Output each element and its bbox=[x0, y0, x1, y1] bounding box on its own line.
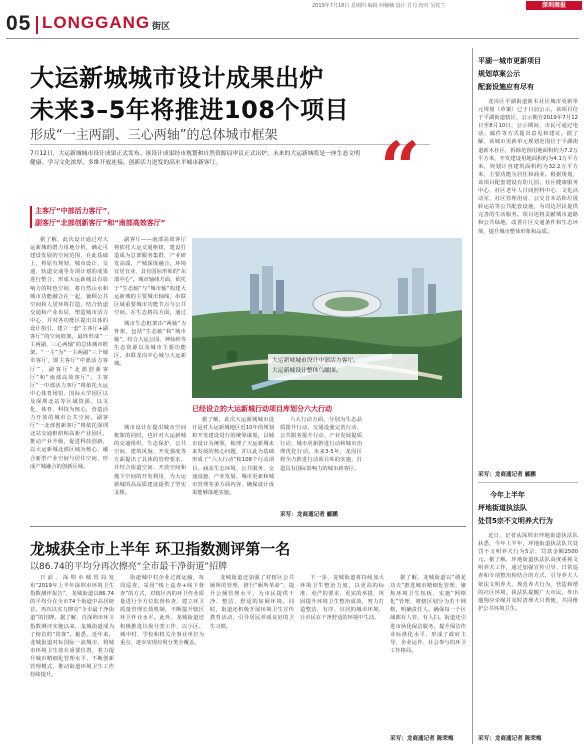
story1-column-2 bbox=[114, 236, 186, 316]
story1-subhead-3: 已经设立的大运新城行动项目库划分六大行动 bbox=[192, 405, 332, 413]
image-caption-2: 大运新城设计整体鸟瞰图。 bbox=[272, 368, 342, 374]
story2-col4-text: 下一步，龙城街道将持续加大环境卫生整治力度，以更高的标准、更严的要求、更实的举措，巩固提升环境卫生整治成效，努力打造整洁、有序、宜居的城市环境，让市民在干净舒适的环境中生活。 bbox=[300, 575, 384, 622]
subhead-accent bbox=[30, 206, 32, 228]
story1-lede: 7月12日，大运新城城市设计成果正式发布。该设计成果经市规划和自然资源局审议正式出炉，未来的大运新城将是一座生态文明健康、学习文化浓厚、多维开放连接、创新活力迸发的高水平城市新客厅。 bbox=[30, 151, 360, 166]
story1-col5-text: 据了解，此次大运新城城市设计是对大运新城地区近10年的规划和开发建设进行的统筹谋划，以城市设计为统领，梳理了大运新城未来发展的核心问题，并以此为基础形成了“六大行动”和108个行动项目，涵盖生态环境、公共服务、交通设施、产业发展、城市更新和城市管理等多方面内容，确保设计成果能够落地实施。 bbox=[192, 417, 274, 496]
sidebar-title-2: 规划草案公示 bbox=[478, 70, 520, 78]
sidebar-title-1: 平湖一城市更新项目 bbox=[478, 57, 541, 65]
sidebar-divider bbox=[472, 48, 473, 744]
story2-col3-text: 龙城街道还加强了对辖区公共厕所的管理，推行“厕所革命”，提升公厕管理水平，为市民提供干净、整洁、舒适的如厕环境。同时，街道还积极开展环境卫生宣传教育活动，引导居民养成良好的卫生习惯。 bbox=[210, 575, 294, 630]
masthead bbox=[0, 0, 584, 44]
story2-column-2 bbox=[120, 574, 204, 742]
story2-col5-text: 据了解，龙城街道以“绣花功夫”推进城市精细化管理，聚焦环境卫生短板，实施“网格化”管理，将辖区划分为若干网格，明确责任人，确保每一个区域都有人管、有人扫。街道还引进市场化保洁服务，提升保洁作业标准化水平，形成了政府主导、企业运作、社会参与的环卫工作格局。 bbox=[390, 575, 466, 654]
story1-col2-text: 副客厅——南部高效客厅将依托大运交通枢纽，建设打造成为总部服务集群，产业研发高端，产城深度融合，环境宜居宜业，具有国际形象的“东部中心”。城市轴线方面，依托于“生态轴”与“城市轴”构建大运新城的主要城市轴线，串联区域重要城市功能节点与公共空间。在生态格局方面，通过 bbox=[114, 237, 186, 316]
page-number-divider bbox=[36, 16, 38, 34]
story1-col4-text: 城市设计在提出城市空间框架的同时，也针对大运新城的交通组织、生态保护、公共空间、建筑风貌、开发强度等方面提出了具体的管控要求，并结合街道空间、开放空间和地下空间的开发利用，为大运新城的高品质建设提供了坚实支撑。 bbox=[114, 425, 186, 496]
story1-column-4 bbox=[114, 424, 186, 516]
story1-column-6 bbox=[280, 416, 362, 510]
section-divider bbox=[30, 526, 466, 527]
story1-byline: 采写：龙商通记者 郦鹏 bbox=[280, 512, 338, 518]
story1-headline-1: 大运新城城市设计成果出炉 bbox=[30, 64, 324, 92]
story2-column-3 bbox=[210, 574, 294, 742]
story1-col1-text: 据了解，此次设计通过对大运新城的潜力用地分析，确定可建设发展的空间范围，在此基础上，将原有规划、城市设计、交通、轨道交通等专项计划的成果进行整合，形成大运新城具有影响力的特色空间，将自然山水和城市功能融合在一起，兼顾公共空间和人居环境打造，结合轨道交通和产业布局，塑造城市活力中心，并对各功能区提出具体的设计指引，建立一套“主客厅+副客厅”的空间框架，最终形成“一主两副、三心两轴”的总体城市框架。“一主”为“一主两副”三个城市客厅，即主客厅“中部活力客厅”，副客厅“北部创新客厅”和“南部高效客厅”。主客厅“一中部活力客厅”将依托大运中心体育场馆、国际大学园区以及深圳北站等区域资源，以文化、体育、科技为核心，营造活力开放的城市公共空间。副客厅“一北部创新客厅”将依托深圳北站交通枢纽和高新产业园区，推动产业升级，促进科技创新，以大运新城北部区域为核心，融合新型产业空间与居住空间，形成产城融合的创新区域。 bbox=[30, 237, 108, 470]
quote-mark-icon: “ bbox=[380, 126, 421, 209]
story1-subhead-1: 主客厅“中部活力客厅”， bbox=[35, 207, 115, 215]
sidebar-column bbox=[478, 98, 578, 468]
story2-subtitle: 以86.74的平均分再次擦亮“全市最干净街道”招牌 bbox=[30, 562, 228, 572]
section-title: LONGGANG bbox=[42, 13, 151, 32]
story1-column-1 bbox=[30, 236, 108, 516]
sidebar-rule bbox=[478, 482, 578, 483]
sidebar-title-3: 配套设施应有尽有 bbox=[478, 83, 534, 91]
district-label: 街区 bbox=[152, 22, 171, 32]
subtitle-rule bbox=[30, 144, 430, 145]
sidebar-column-2 bbox=[478, 532, 578, 732]
sidebar-col-text: 龙岗区平湖街道新木社区城市更新单元规划（草案）已于日前公示。该项目位于平湖街道辖区，公示期自2019年7月12日至8月10日，公示期间，市民可通过电话、邮件等方式提出意见和建议。据了解，该城市更新单元规划范围位于平湖街道新木社区，拆除范围用地面积约为7.2万平方米，开发建设用地面积约为4.1万平方米，规划计容建筑面积约为32.2万平方米，主要功能为居住和商业。根据规划，该项目配套建设有幼儿园、社区健康服务中心、社区老年人日间照料中心、文化活动室、社区管理用房、公交首末站和垃圾转运站等公共配套设施，为周边居民提供完善的生活服务。项目还将贡献城市道路和公共绿地，改善片区交通条件和生态环境，提升城市整体形象和品质。 bbox=[478, 99, 578, 235]
image-caption-1: 大运新城城市设计中部活力客厅。 bbox=[272, 358, 359, 364]
sidebar-byline: 采写：龙商通记者 郦鹏 bbox=[478, 472, 536, 478]
image-caption-box bbox=[268, 354, 418, 380]
masthead-rule bbox=[6, 38, 579, 39]
paper-logo: 深圳商报 bbox=[526, 1, 582, 10]
story1-col3-text: 城市生态框架由“两轴”为骨架，包括“生态轴”和“城市轴”，结合大运公园、神仙岭等生态资源以及城市主要功能区，串联龙岗中心城与大运新城。 bbox=[114, 321, 186, 368]
story1-subhead-2: 副客厅“北部创新客厅”和“南部高效客厅” bbox=[35, 219, 166, 227]
story2-column-1 bbox=[30, 574, 114, 742]
story1-subtitle: 形成“一主两副、三心两轴”的总体城市框架 bbox=[30, 128, 278, 143]
sidebar-byline-2: 采写：龙商通记者 陈荣梅 bbox=[478, 736, 542, 742]
story2-column-4 bbox=[300, 574, 384, 742]
sidebar-col2-text: 近日，记者从深圳市坪地街道执法队获悉，今年上半年，坪地街道执法队共处罚不文明养犬行为5宗，罚款金额2500元。据了解，坪地街道执法队高度重视文明养犬工作，通过加强宣传引导、日常巡查和专项整治相结合的方式，引导养犬人依法文明养犬，规范养犬行为，营造和谐的社区环境。执法队提醒广大市民，外出遛狗应牵绳并及时清理犬只粪便，共同维护公共环境卫生。 bbox=[478, 533, 578, 612]
story1-column-5 bbox=[192, 416, 274, 510]
story2-column-5 bbox=[390, 574, 466, 732]
sidebar-title-4: 今年上半年 bbox=[490, 491, 525, 499]
story1-headline-2: 未来3–5年将推进108个项目 bbox=[30, 96, 349, 124]
sidebar-title-5: 坪地街道执法队 bbox=[478, 504, 527, 512]
sidebar-title-6: 处罚5宗不文明养犬行为 bbox=[478, 517, 553, 525]
story2-headline: 龙城获全市上半年 环卫指数测评第一名 bbox=[30, 540, 291, 558]
story2-col1-text: 日前，深圳市城管局发布“2019年上半年深圳市环境卫生指数测评报告”，龙城街道以86.74的平均分在全市74个街道中高居榜首，再次以实力擦亮“全市最干净街道”的招牌。据了解，自深圳市环卫指数测评实施以来，龙城街道成为了榜首的“常客”。据悉，近年来，龙城街道对标国际一流城市，将城市环境卫生放在重要位置，着力提升城市精细化管理水平，不断创新管理模式，推动街道环境卫生工作持续提升。 bbox=[30, 575, 114, 679]
story1-column-3 bbox=[114, 320, 186, 420]
story2-col2-text: 街道城中村企业过渡运输，每周巡查，采用“线上巡查+线下督查”的方式，对辖区内的环卫作业质量进行全方位监督检查，建立环卫质量管理长效机制，不断提升辖区环卫作业水平。此外，龙城街道还积极推进垃圾分类工作，以小区、城中村、学校和机关企事业单位为重点，逐步实现垃圾分类全覆盖。 bbox=[120, 575, 204, 646]
masthead-meta: 2019年7月18日 星期四 编辑 何楠楠 设计 廿丹 校对 吴钦兰 bbox=[312, 3, 446, 9]
page-number: 05 bbox=[6, 12, 32, 35]
story2-byline: 采写：龙商通记者 陈荣梅 bbox=[390, 736, 454, 742]
story1-col6-text: 六大行动方面，分别为生态品质提升行动、交通设施完善行动、公共服务提升行动、产业发展提质行动、城市更新推进行动和城市治理优化行动。未来3-5年，龙岗区将全力推进行动项目库的实施，打造具有国际影响力的城市新客厅。 bbox=[280, 417, 362, 472]
